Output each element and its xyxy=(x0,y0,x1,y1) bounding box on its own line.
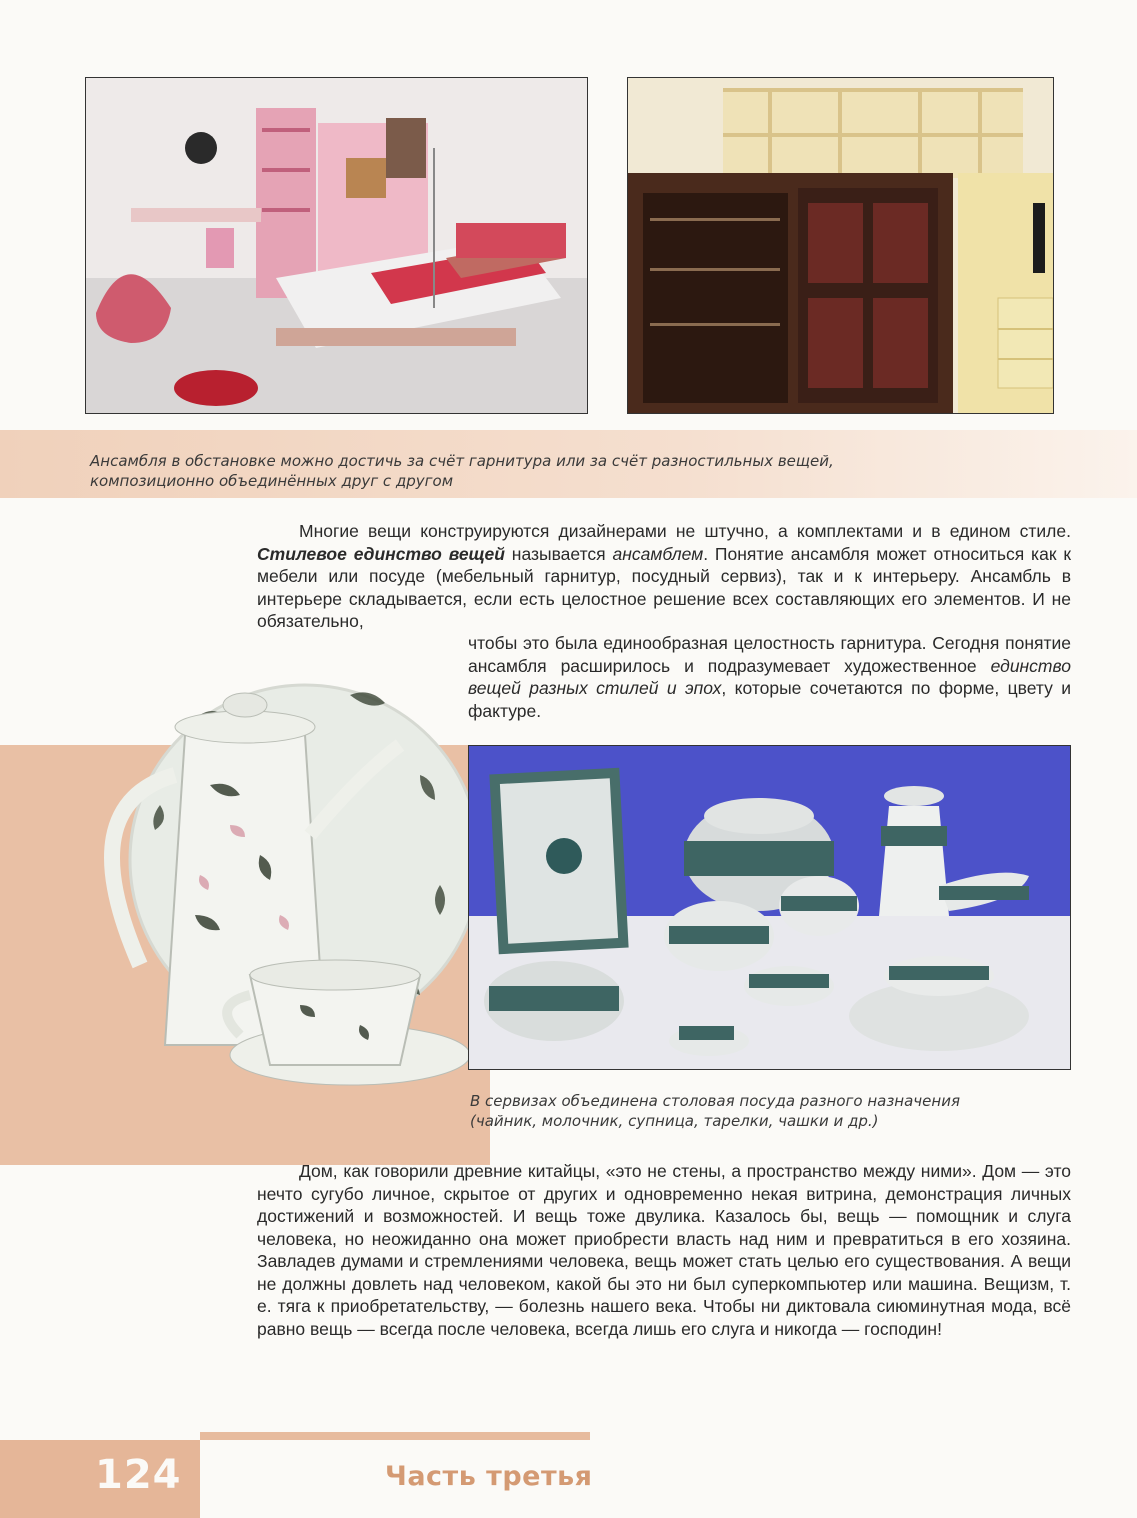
text-run: Дом, как говорили древние китайцы, «это не стены, а пространство между ними». Дом — это нечто сугубо личное, скрытое от других и одновременно некая витрина, демонстрация личных достижений и возможностей. И вещь тоже двулика. Казалось бы, вещь — помощник и слуга человека, но неожиданно она может приобрести власть над ним и превратиться в его хозяина. Завладев думами и стремлениями человека, вещь может стать целью его существования. А вещи не должны довлеть над человеком, какой бы это ни был суперкомпьютер или машина. Вещизм, т. е. тяга к приобретательству, — болезнь нашего века. Чтобы ни диктовала сиюминутная мода, всё равно вещь — всегда после человека, всегда лишь его слуга и никогда — господин! xyxy=(257,1161,1071,1339)
caption-line-2: (чайник, молочник, супница, тарелки, чашки и др.) xyxy=(470,1112,879,1130)
paragraph-ensemble xyxy=(257,520,1071,633)
text-run: , которые сочетаются по форме, цвету и фактуре. xyxy=(468,678,1071,721)
service-caption xyxy=(470,1091,1070,1131)
paragraph-ensemble-continued xyxy=(468,632,1071,722)
paragraph-home xyxy=(257,1160,1071,1340)
caption-line-1: Ансамбля в обстановке можно достичь за счёт гарнитура или за счёт разностильных вещей, xyxy=(90,452,834,470)
page-number: 124 xyxy=(95,1452,182,1498)
text-run: . Понятие ансамбля может относиться как к мебели или посуде (мебельный гарнитур, посудный сервиз), так и к интерьеру. Ансамбль в интерьере складывается, если есть целостное решение всех составляющих его элементов. И не обязательно, xyxy=(257,543,1072,631)
dinner-service-photo xyxy=(468,745,1071,1070)
text-run: Многие вещи конструируются дизайнерами не штучно, а комплектами и в едином стиле. xyxy=(299,521,1071,541)
term-style-unity: Стилевое единство вещей xyxy=(257,543,505,564)
cabinet-photo xyxy=(627,77,1054,414)
teapot-photo xyxy=(100,655,480,1095)
bedroom-photo xyxy=(85,77,588,414)
text-run: чтобы это была единообразная целостность гарнитура. Сегодня понятие ансамбля расширилось и подразумевает художественное xyxy=(468,633,1071,676)
caption-line-2: композиционно объединённых друг с другом xyxy=(90,472,454,490)
term-unity-of-styles: единство вещей разных стилей и эпох xyxy=(468,655,1071,698)
caption-line-1: В сервизах объединена столовая посуда разного назначения xyxy=(470,1092,960,1110)
text-run: называется xyxy=(504,543,613,564)
footer-rule xyxy=(200,1432,590,1440)
term-ensemble: ансамблем xyxy=(612,543,704,564)
top-photos-caption xyxy=(90,451,1050,491)
section-title: Часть третья xyxy=(385,1461,593,1492)
